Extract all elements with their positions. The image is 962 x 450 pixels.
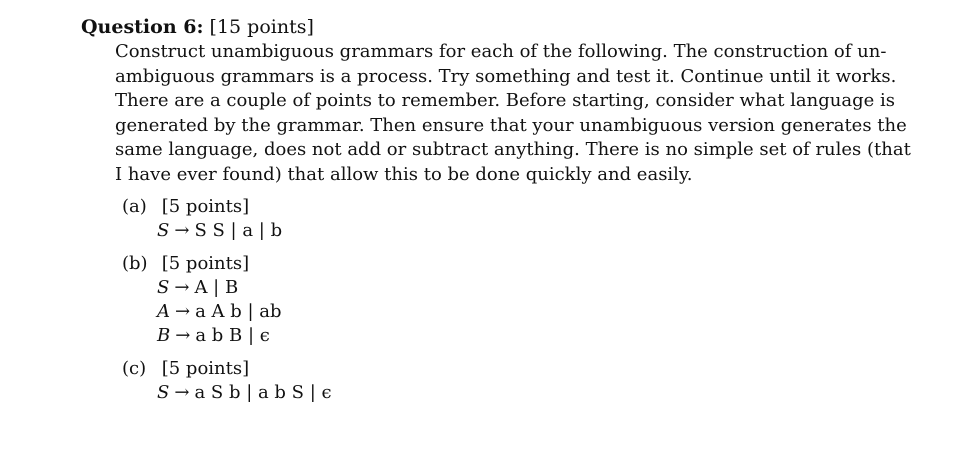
part-c-header <box>122 357 249 380</box>
grammar-rule-b1 <box>157 276 238 299</box>
part-a-label: (a) <box>122 196 147 217</box>
rule-lhs: S <box>157 277 170 298</box>
part-a-header <box>122 195 249 218</box>
question-number: Question 6: <box>81 16 204 38</box>
rule-arrow: → <box>174 220 190 241</box>
instruction-line: Construct unambiguous grammars for each of the following. The construction of un- <box>115 41 887 62</box>
rule-rhs: A | B <box>194 277 239 298</box>
rule-arrow: → <box>175 301 191 322</box>
grammar-rule-b2 <box>157 300 282 323</box>
grammar-rule-b3 <box>157 324 270 347</box>
rule-arrow: → <box>175 325 191 346</box>
part-b-label: (b) <box>122 253 148 274</box>
grammar-rule-c1 <box>157 381 332 404</box>
rule-lhs: S <box>157 220 170 241</box>
question-points: [15 points] <box>209 16 314 38</box>
rule-rhs: a S b | a b S | ϵ <box>194 382 332 403</box>
rule-lhs: A <box>157 301 170 322</box>
instruction-line: There are a couple of points to remember. Before starting, consider what language is <box>115 90 895 111</box>
instruction-line: ambiguous grammars is a process. Try something and test it. Continue until it works. <box>115 65 897 87</box>
rule-rhs: a b B | ϵ <box>195 325 270 346</box>
part-b-points: [5 points] <box>161 253 250 274</box>
part-b-header <box>122 252 249 275</box>
part-a-points: [5 points] <box>161 196 250 217</box>
part-c-label: (c) <box>122 358 147 379</box>
rule-rhs: S S | a | b <box>194 220 283 241</box>
grammar-rule-a1 <box>157 219 282 242</box>
rule-rhs: a A b | ab <box>195 301 282 322</box>
question-heading <box>81 15 314 39</box>
instruction-line: I have ever found) that allow this to be done quickly and easily. <box>115 163 693 185</box>
rule-lhs: S <box>157 382 170 403</box>
rule-arrow: → <box>174 277 190 298</box>
part-c-points: [5 points] <box>161 358 250 379</box>
instruction-line: same language, does not add or subtract anything. There is no simple set of rules (that <box>115 139 911 160</box>
rule-lhs: B <box>157 325 171 346</box>
instruction-line: generated by the grammar. Then ensure that your unambiguous version generates the <box>115 114 907 136</box>
question-instructions <box>115 40 911 187</box>
rule-arrow: → <box>174 382 190 403</box>
